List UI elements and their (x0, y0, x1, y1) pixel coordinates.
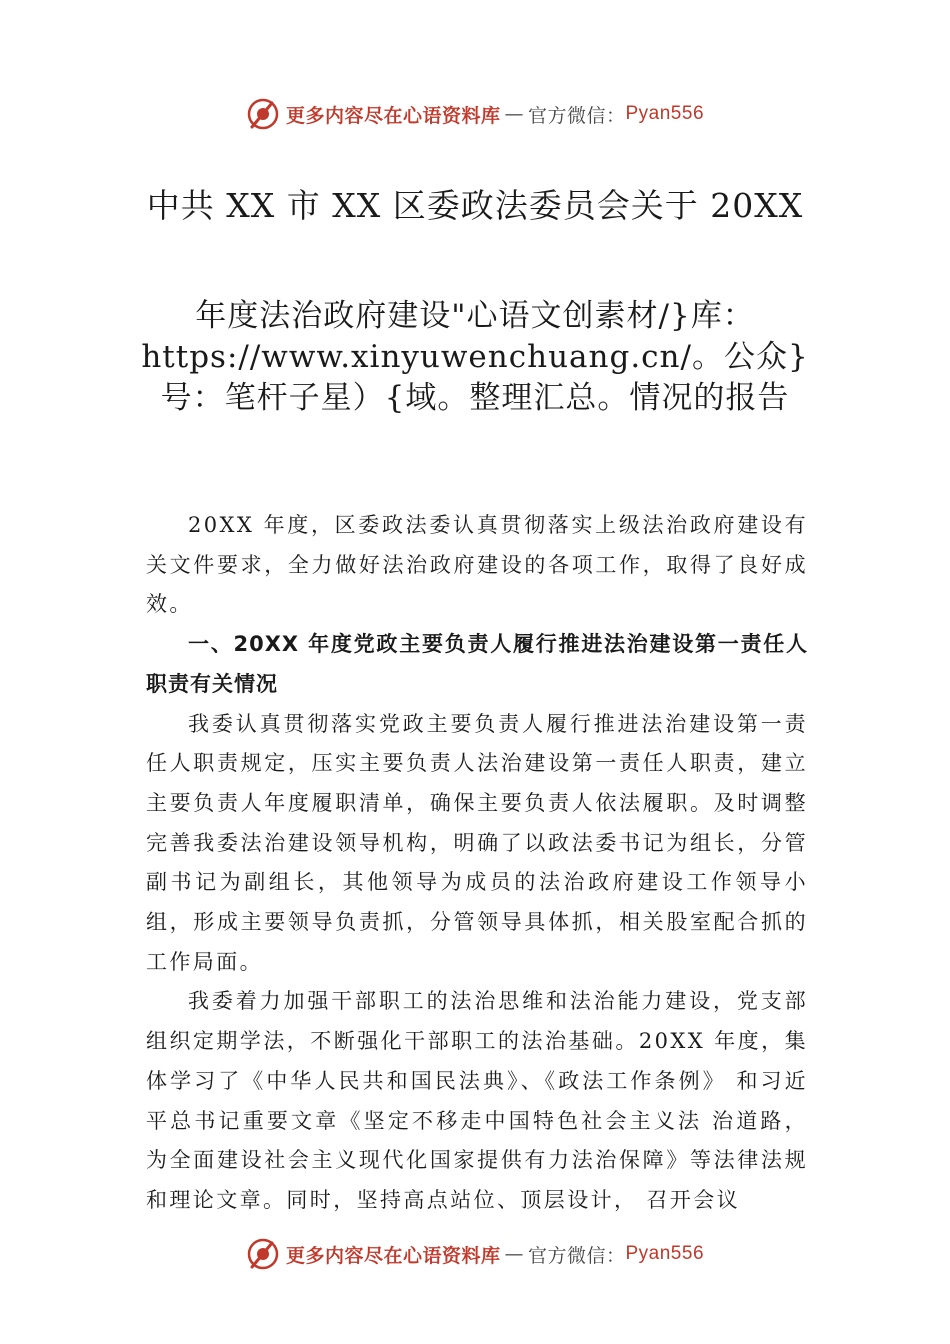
document-title-line2: 年度法治政府建设"心语文创素材/}库：https://www.xinyuwenchuang.cn/。公众}号：笔杆子星）{域。整理汇总。情况的报告 (141, 298, 809, 416)
paragraph-responsibility: 我委认真贯彻落实党政主要负责人履行推进法治建设第一责任人职责规定，压实主要负责人法治建设第一责任人职责，建立主要负责人年度履职清单，确保主要负责人依法履职。及时调整完善我委法治建设领导机构，明确了以政法委书记为组长，分管副书记为副组长，其他领导为成员的法治政府建设工作领导小组，形成主要领导负责抓，分管领导具体抓，相关股室配合抓的工作局面。 (146, 711, 808, 974)
watermark-wechat-label: 官方微信： (527, 1244, 626, 1267)
watermark-main-text: 更多内容尽在心语资料库 (285, 104, 501, 127)
watermark-main-text: 更多内容尽在心语资料库 (285, 1244, 501, 1267)
watermark-wechat-id: Pyan556 (625, 1243, 705, 1264)
document-title-line1: 中共 XX 市 XX 区委政法委员会关于 20XX (146, 186, 804, 225)
watermark-dash: — (504, 1243, 524, 1265)
section-heading-1: 一、20XX 年度党政主要负责人履行推进法治建设第一责任人职责有关情况 (146, 632, 808, 696)
watermark-footer (0, 1236, 950, 1272)
watermark-header (0, 96, 950, 132)
pen-logo-icon (246, 1237, 280, 1271)
paragraph-training: 我委着力加强干部职工的法治思维和法治能力建设，党支部组织定期学法，不断强化干部职工的法治基础。20XX 年度，集体学习了《中华人民共和国民法典》、《政法工作条例》 和习近平总书记重要文章《坚定不移走中国特色社会主义法 治道路，为全面建设社会主义现代化国家提供有力法治保障》等法律法规和理论文章。同时，坚持高点站位、顶层设计， 召开会议 (146, 989, 808, 1212)
pen-logo-icon (246, 97, 280, 131)
watermark-wechat-id: Pyan556 (625, 103, 705, 124)
paragraph-intro: 20XX 年度，区委政法委认真贯彻落实上级法治政府建设有关文件要求，全力做好法治政府建设的各项工作，取得了良好成效。 (146, 513, 808, 617)
document-body (146, 506, 808, 1221)
watermark-dash: — (504, 103, 524, 125)
watermark-wechat-label: 官方微信： (527, 104, 626, 127)
